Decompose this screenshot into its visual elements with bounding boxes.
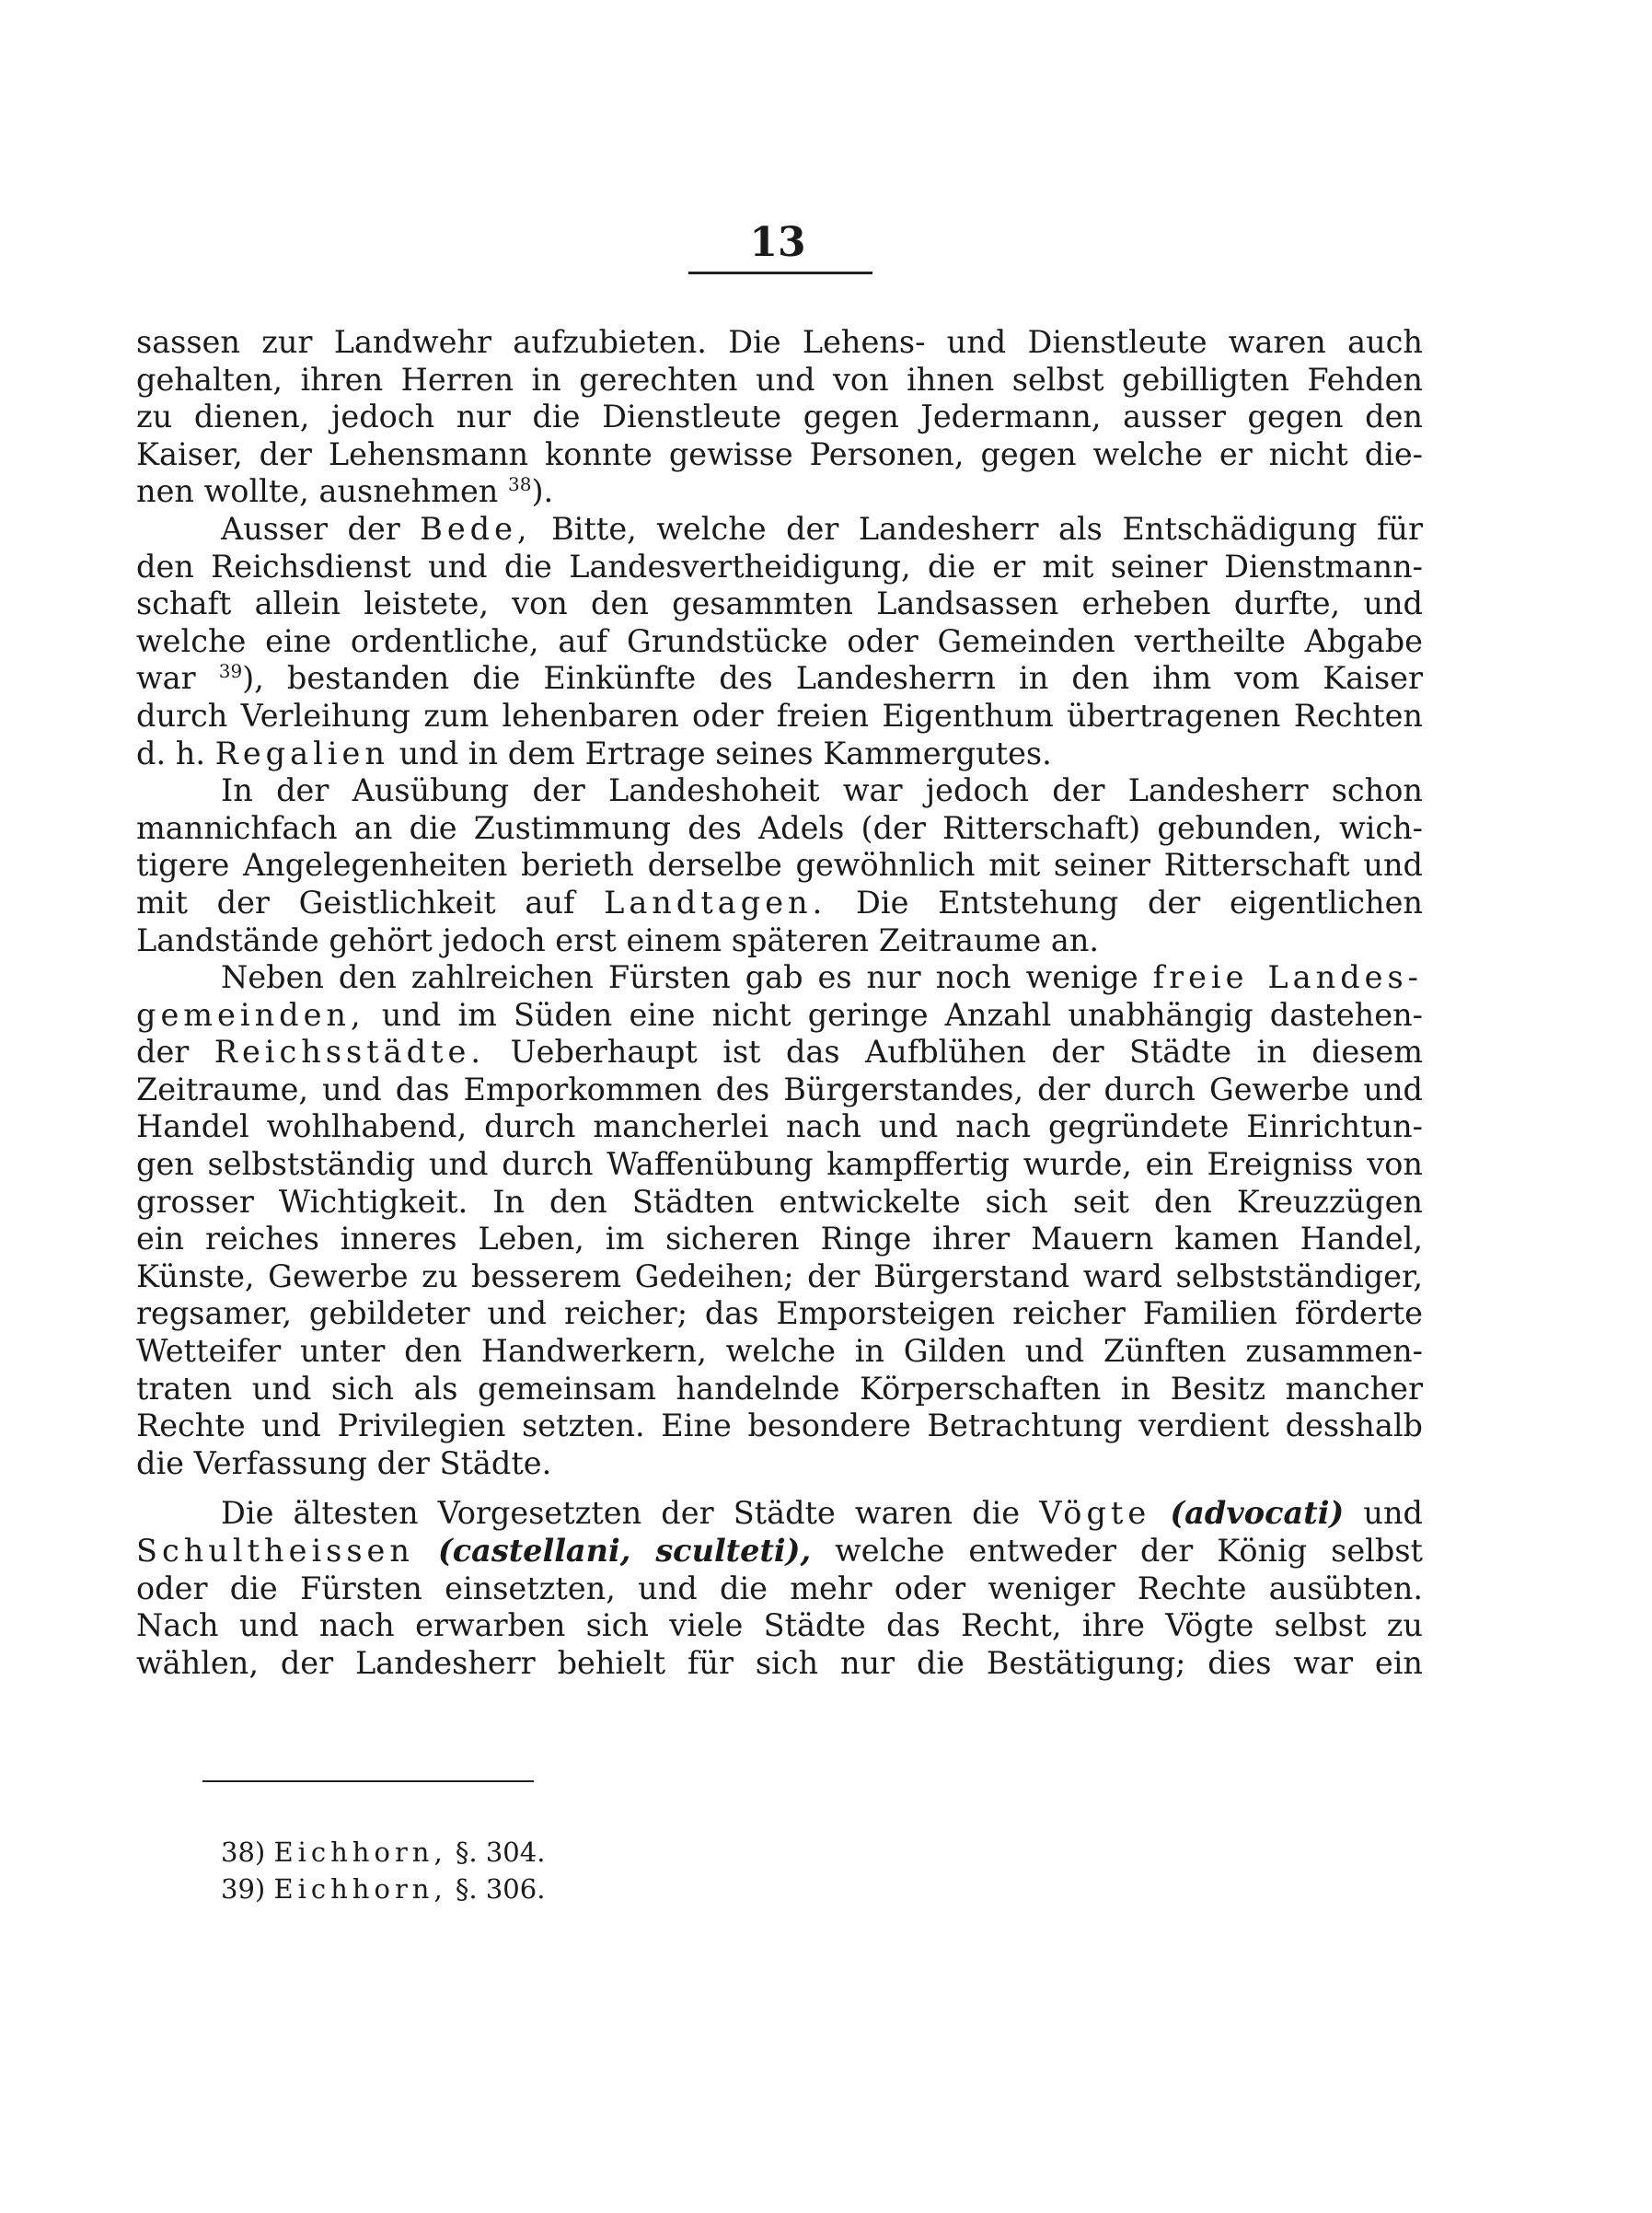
text-segment: und in dem Ertrage seines Kammergutes. <box>399 735 1052 771</box>
text-line: Künste, Gewerbe zu besserem Gedeihen; der Bürgerstand ward selbstständiger, <box>136 1257 1423 1294</box>
footnote-author: Eichhorn, <box>273 1836 447 1868</box>
text-line <box>136 1495 1423 1533</box>
text-segment: und <box>1363 1495 1423 1532</box>
text-line <box>136 660 1423 698</box>
footnote-ref-38: 38 <box>508 473 532 496</box>
text-line: wählen, der Landesherr behielt für sich nur die Bestätigung; dies war ein <box>136 1644 1423 1681</box>
text-line: Nach und nach erwarben sich viele Städte das Recht, ihre Vögte selbst zu <box>136 1607 1423 1644</box>
footnote-author: Eichhorn, <box>273 1873 447 1905</box>
text-segment: mit der Geistlichkeit auf <box>136 884 575 921</box>
text-line <box>136 885 1423 922</box>
text-line <box>136 511 1423 549</box>
body-text <box>136 324 1423 1682</box>
text-line: Landstände gehört jedoch erst einem späteren Zeitraume an. <box>136 921 1100 958</box>
text-line <box>136 1533 1423 1570</box>
text-line: gehalten, ihren Herren in gerechten und von ihnen selbst gebilligten Fehden <box>136 361 1423 398</box>
text-line: ein reiches inneres Leben, im sicheren Ringe ihrer Mauern kamen Handel, <box>136 1221 1423 1257</box>
text-line: oder die Fürsten einsetzten, und die mehr oder weniger Rechte ausübten. <box>136 1570 1423 1606</box>
text-segment: Ueberhaupt ist das Aufblühen der Städte in diesem <box>510 1034 1423 1071</box>
text-line: Handel wohlhabend, durch mancherlei nach und nach gegründete Einrichtun- <box>136 1108 1423 1145</box>
text-line: sassen zur Landwehr aufzubieten. Die Lehens- und Dienstleute waren auch <box>136 324 1423 360</box>
italic-term: (castellani, sculteti), <box>437 1533 812 1569</box>
text-segment: und im Süden eine nicht geringe Anzahl unabhängig dastehen- <box>381 996 1423 1033</box>
paragraph-5 <box>136 1495 1423 1682</box>
text-segment: Bitte, welche der Landesherr als Entschädigung für <box>551 510 1423 547</box>
text-line: durch Verleihung zum lehenbaren oder freien Eigenthum übertragenen Rechten <box>136 697 1423 734</box>
text-segment: Neben den zahlreichen Fürsten gab es nur noch wenige <box>221 959 1138 996</box>
text-line <box>136 473 1423 511</box>
text-line <box>136 736 1423 773</box>
paragraph-gap <box>136 1482 1423 1495</box>
text-line: schaft allein leistete, von den gesammten Landsassen erheben durfte, und <box>136 585 1423 622</box>
text-line: regsamer, gebildeter und reicher; das Emporsteigen reicher Familien förderte <box>136 1295 1423 1332</box>
footnote-reference: §. 304. <box>455 1836 546 1868</box>
text-line: traten und sich als gemeinsam handelnde Körperschaften in Besitz mancher <box>136 1370 1423 1407</box>
page-number: 13 <box>749 219 806 266</box>
text-line: gen selbstständig und durch Waffenübung kampffertig wurde, ein Ereigniss von <box>136 1146 1423 1183</box>
text-line: die Verfassung der Städte. <box>136 1444 552 1481</box>
text-segment: Die Entstehung der eigentlichen <box>856 884 1423 921</box>
spaced-term: Reichsstädte. <box>214 1034 486 1071</box>
text-line: welche eine ordentliche, auf Grundstücke oder Gemeinden vertheilte Abgabe <box>136 622 1423 659</box>
text-segment: ), bestanden die Einkünfte des Landesherrn in den ihm vom Kaiser <box>242 660 1423 697</box>
footnote-number: 38) <box>221 1836 266 1868</box>
spaced-term: gemeinden, <box>136 996 365 1033</box>
text-line: In der Ausübung der Landeshoheit war jedoch der Landesherr schon <box>221 772 1423 809</box>
text-line: mannichfach an die Zustimmung des Adels (der Ritterschaft) gebunden, wich- <box>136 809 1423 846</box>
footnote-rule <box>202 1780 534 1782</box>
spaced-term: Landtagen. <box>604 884 827 921</box>
text-segment: Ausser der <box>221 510 400 547</box>
footnote-reference: §. 306. <box>455 1873 546 1905</box>
text-segment: welche entweder der König selbst <box>835 1533 1423 1569</box>
spaced-term: Vögte <box>1039 1495 1151 1532</box>
paragraph-2 <box>136 511 1423 772</box>
spaced-term: Bede, <box>420 510 532 547</box>
text-line: Kaiser, der Lehensmann konnte gewisse Personen, gegen welche er nicht die- <box>136 435 1423 472</box>
text-segment: nen wollte, ausnehmen <box>136 473 499 510</box>
text-line: Zeitraume, und das Emporkommen des Bürgerstandes, der durch Gewerbe und <box>136 1071 1423 1107</box>
spaced-term: freie Landes- <box>1152 959 1423 996</box>
spaced-term: Schultheissen <box>136 1533 414 1569</box>
footnote-38 <box>221 1834 865 1871</box>
paragraph-4 <box>136 959 1423 1482</box>
text-line <box>136 997 1423 1035</box>
paragraph-1 <box>136 324 1423 511</box>
text-line: Rechte und Privilegien setzten. Eine besondere Betrachtung verdient desshalb <box>136 1408 1423 1444</box>
text-line: den Reichsdienst und die Landesvertheidigung, die er mit seiner Dienstmann- <box>136 548 1423 585</box>
footnote-ref-39: 39 <box>218 660 243 683</box>
text-segment: war <box>136 660 196 697</box>
text-segment: ). <box>531 473 554 510</box>
text-line: Wetteifer unter den Handwerkern, welche in Gilden und Zünften zusammen- <box>136 1333 1423 1370</box>
text-segment: der <box>136 1034 190 1071</box>
text-line: grosser Wichtigkeit. In den Städten entwickelte sich seit den Kreuzzügen <box>136 1183 1423 1220</box>
footnotes <box>221 1834 865 1907</box>
footnote-number: 39) <box>221 1873 266 1905</box>
text-line <box>136 959 1423 997</box>
paragraph-3 <box>136 772 1423 959</box>
spaced-term: Regalien <box>214 735 389 771</box>
page-number-rule <box>688 272 872 274</box>
footnote-39 <box>221 1871 865 1907</box>
text-segment: d. h. <box>136 735 205 771</box>
text-segment: Die ältesten Vorgesetzten der Städte waren die <box>221 1495 1021 1532</box>
text-line: tigere Angelegenheiten berieth derselbe gewöhnlich mit seiner Ritterschaft und <box>136 847 1423 884</box>
text-line: zu dienen, jedoch nur die Dienstleute gegen Jedermann, ausser gegen den <box>136 399 1423 435</box>
italic-term: (advocati) <box>1170 1495 1345 1532</box>
text-line <box>136 1034 1423 1072</box>
